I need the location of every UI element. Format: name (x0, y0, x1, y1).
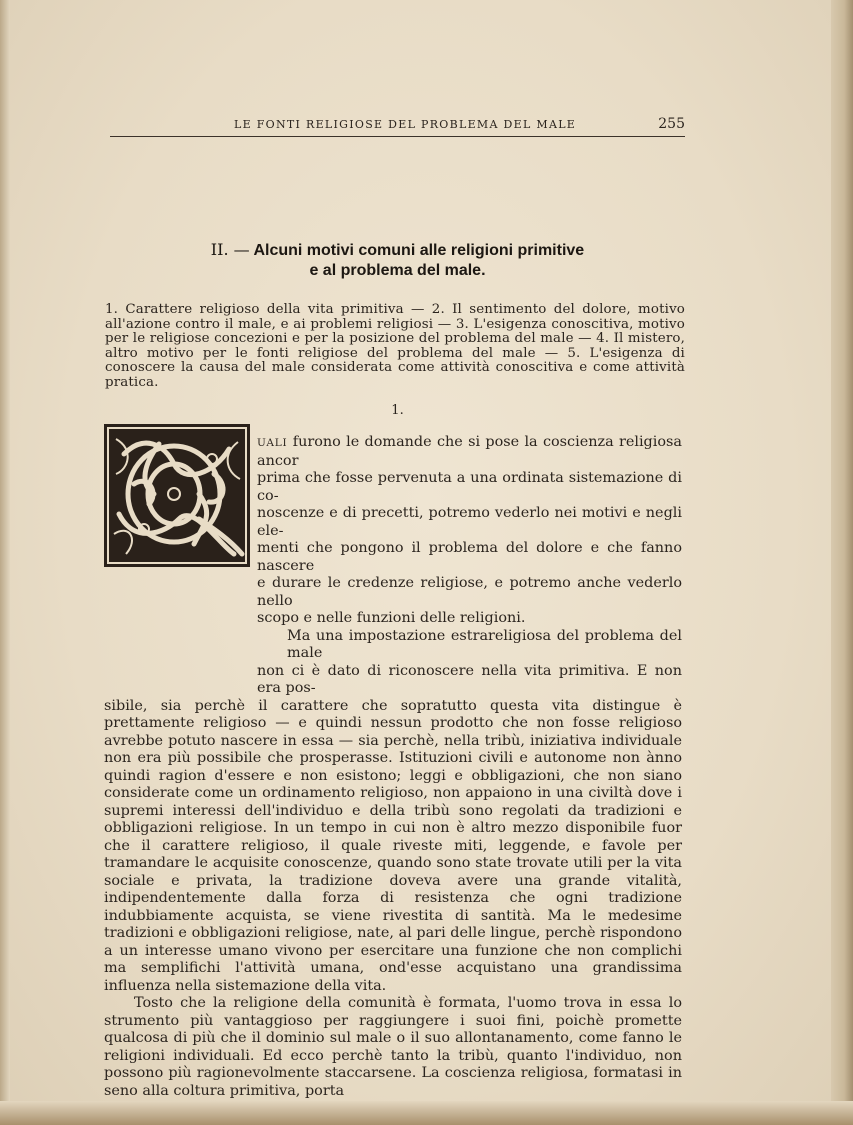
decorated-initial-letter (250, 424, 251, 425)
subsection-number: 1. (391, 403, 404, 418)
body-line: UALI furono le domande che si pose la coscienza religiosa ancor (257, 434, 683, 469)
page-gutter (0, 0, 10, 1125)
section-title-line1: Alcuni motivi comuni alle religioni primitive (253, 242, 585, 259)
body-paragraph: sibile, sia perchè il carattere che sopratutto questa vita distingue è prettamente religioso — e quindi nessun prodotto che non fosse religioso avrebbe potuto nascere in essa — sia perchè, nella tribù, iniziativa individuale non era più possibile che prosperasse. Istituzioni civili e autonome non ànno quindi ragion d'essere e non esistono; leggi e obbligazioni, che non siano considerate come un ordinamento religioso, non appaiono in una civiltà dove i supremi interessi dell'individuo e della tribù sono regolati da tradizioni e obbligazioni religiose. In un tempo in cui non è altro mezzo disponibile fuor che il carattere religioso, il quale riveste miti, leggende, e favole per tramandare le acquisite conoscenze, quando sono state trovate utili per la vita sociale e privata, la tradizione doveva avere una grande vitalità, indipendentemente dalla forza di resistenza che ogni tradizione indubbiamente acquista, se viene rivestita di santità. Ma le medesime tradizioni e obbligazioni religiose, nate, al pari delle lingue, perchè rispondono a un interesse umano vivono per esercitare una funzione che non complichi ma semplifichi l'attività umana, ond'esse acquistano una grandissima influenza nella sistemazione della vita. (104, 697, 682, 994)
body-text (104, 434, 682, 1100)
body-line: e durare le credenze religiose, e potremo anche vederlo nello (257, 575, 682, 609)
page-edge (831, 0, 853, 1125)
body-line: scopo e nelle funzioni delle religioni. (257, 610, 526, 626)
body-line: prima che fosse pervenuta a una ordinata sistemazione di co- (257, 470, 682, 504)
body-line: non ci è dato di riconoscere nella vita primitiva. E non era pos- (257, 662, 682, 696)
body-line: noscenze e di precetti, potremo vederlo nei motivi e negli ele- (257, 505, 682, 539)
section-heading (110, 240, 685, 281)
body-paragraph: Tosto che la religione della comunità è formata, l'uomo trova in essa lo strumento più vantaggioso per raggiungere i suoi fini, poichè promette qualcosa di più che il dominio sul male o il suo allontanamento, come fanno le religioni individuali. Ed ecco perchè tanto la tribù, quanto l'individuo, non possono più ragionevolmente staccarsene. La coscienza religiosa, formatasi in seno alla coltura primitiva, porta (104, 995, 682, 1099)
running-head (110, 116, 685, 137)
section-heading-line1 (110, 240, 685, 261)
opening-smallcaps: UALI (257, 437, 288, 449)
chapter-summary: 1. Carattere religioso della vita primitiva — 2. Il sentimento del dolore, motivo all'azione contro il male, e ai problemi religiosi — 3. L'esigenza conoscitiva, motivo per le religiose concezioni e per la posizione del problema del male — 4. Il mistero, altro motivo per le fonti religiose del problema del male — 5. L'esigenza di conoscere la causa del male considerata come attività conoscitiva e come attività pratica. (105, 302, 685, 390)
section-title-line2: e al problema del male. (309, 262, 486, 279)
page-bottom-edge (0, 1101, 853, 1125)
section-roman-numeral: II. — (210, 240, 250, 259)
body-line: menti che pongono il problema del dolore e che fanno nascere (257, 540, 682, 574)
body-line: Ma una impostazione estrareligiosa del problema del male (287, 627, 682, 661)
running-title: LE FONTI RELIGIOSE DEL PROBLEMA DEL MALE (234, 118, 577, 131)
page-number: 255 (658, 116, 685, 132)
